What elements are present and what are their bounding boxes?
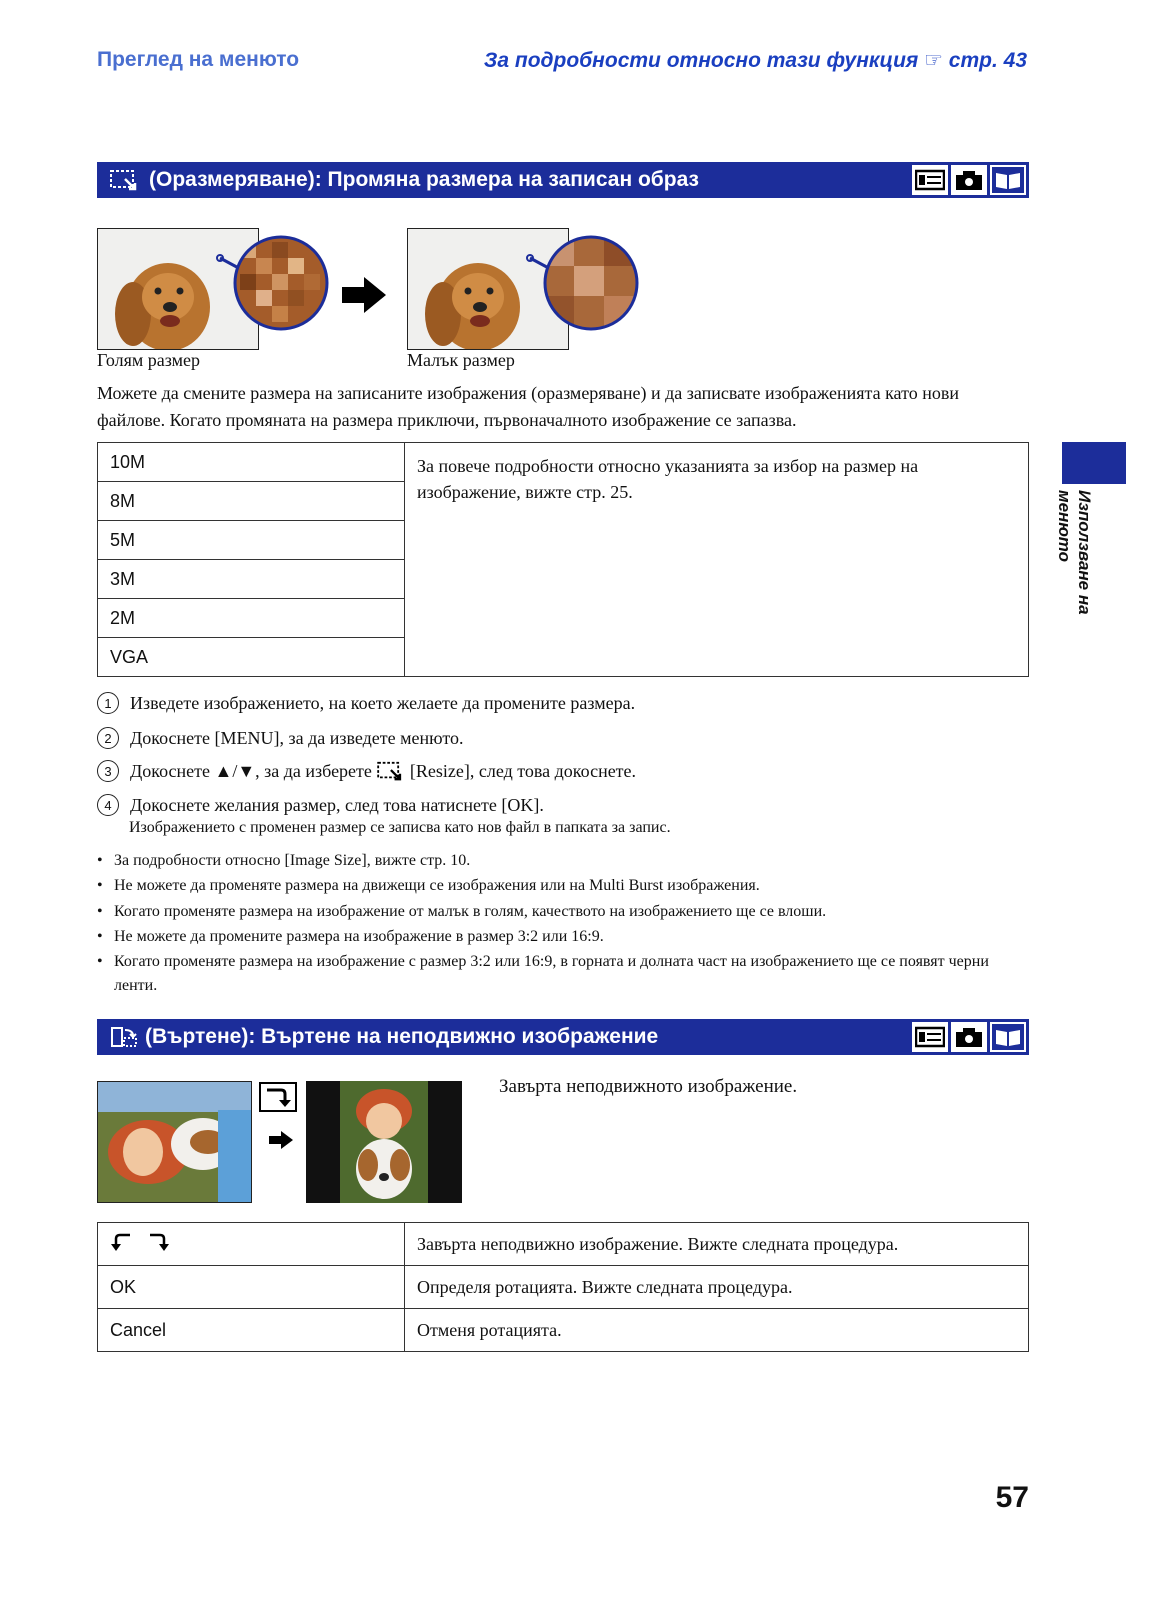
option-vga[interactable]: VGA: [98, 638, 405, 677]
page-number: 57: [995, 1481, 1029, 1514]
option-rotate-arrows[interactable]: [98, 1223, 405, 1266]
rotate-section-bar: [97, 1019, 1029, 1055]
rotate-clockwise-icon: [261, 1084, 295, 1110]
option-8m[interactable]: 8M: [98, 482, 405, 521]
step-text-suffix: [Resize], след това докоснете.: [409, 760, 637, 781]
options-description: За повече подробности относно указанията за избор на размер на изображение, вижте стр. 25.: [405, 443, 1029, 677]
step-text: Докоснете желания размер, след това натиснете [OK].: [130, 794, 544, 815]
header-section-title: Преглед на менюто: [97, 48, 300, 71]
step-number: 4: [97, 794, 119, 816]
resize-icon: [376, 761, 404, 781]
small-zoom-circle: [520, 232, 642, 334]
resize-section-bar: [97, 162, 1029, 198]
sideways-photo: [97, 1081, 252, 1203]
resize-section-title: (Оразмеряване): Промяна размера на записан образ: [149, 168, 699, 191]
step-number: 2: [97, 727, 119, 749]
caption-small-size: Малък размер: [407, 350, 515, 370]
resize-icon: [109, 169, 139, 191]
option-cancel[interactable]: Cancel: [98, 1309, 405, 1352]
step-4: [97, 794, 544, 816]
step-text: Докоснете [MENU], за да изведете менюто.: [130, 727, 464, 748]
bullet-item: • За подробности относно [Image Size], вижте стр. 10.: [97, 852, 471, 869]
side-tab-label: Използване на менюто: [1055, 490, 1094, 615]
option-2m[interactable]: 2M: [98, 599, 405, 638]
step-3: [97, 760, 636, 782]
step-number: 3: [97, 760, 119, 782]
camera-mode-icon: [951, 165, 987, 195]
arrow-right-icon: [340, 275, 388, 315]
rotate-section-title: (Въртене): Въртене на неподвижно изображение: [145, 1025, 659, 1048]
bullet-item: • Не можете да променяте размера на движещи се изображения или на Multi Burst изображения.: [97, 877, 760, 894]
option-3m[interactable]: 3M: [98, 560, 405, 599]
step-2: [97, 727, 464, 749]
easy-mode-icon: [912, 1022, 948, 1052]
rotate-arrows-icon: [110, 1229, 174, 1255]
rotate-options-table: [97, 1222, 1029, 1352]
rotate-clockwise-button[interactable]: [259, 1082, 297, 1112]
arrow-right-icon: [268, 1130, 294, 1150]
step-note: Изображението с променен размер се записва като нов файл в папката за запис.: [129, 819, 671, 836]
playback-book-icon: [990, 1022, 1026, 1052]
camera-mode-icon: [951, 1022, 987, 1052]
rotate-description: Завърта неподвижното изображение.: [499, 1076, 798, 1097]
option-cancel-desc: Отменя ротацията.: [405, 1309, 1029, 1352]
header-reference: За подробности относно тази функция ☞ стр. 43: [483, 49, 1027, 72]
resize-description: Можете да смените размера на записаните изображения (оразмеряване) и да записвате изображенията като нови файлове. Когато промяната на размера приключи, първоначалното изображение се запазва.: [97, 383, 959, 430]
resize-options-table: [97, 442, 1029, 677]
option-5m[interactable]: 5M: [98, 521, 405, 560]
rotate-icon: [109, 1026, 139, 1048]
easy-mode-icon: [912, 165, 948, 195]
step-text: Докоснете ▲/▼, за да изберете: [130, 760, 372, 781]
bullet-item: • Когато променяте размера на изображение с размер 3:2 или 16:9, в горната и долната част на изображението ще се появят черни ленти.: [97, 953, 989, 994]
bullet-item: • Не можете да промените размера на изображение в размер 3:2 или 16:9.: [97, 928, 604, 945]
option-rotate-desc: Завърта неподвижно изображение. Вижте следната процедура.: [405, 1223, 1029, 1266]
playback-book-icon: [990, 165, 1026, 195]
rotated-photo: [306, 1081, 462, 1203]
step-1: [97, 692, 635, 714]
option-10m[interactable]: 10M: [98, 443, 405, 482]
caption-large-size: Голям размер: [97, 350, 200, 370]
step-number: 1: [97, 692, 119, 714]
option-ok[interactable]: OK: [98, 1266, 405, 1309]
step-text: Изведете изображението, на което желаете да промените размера.: [130, 692, 636, 713]
bullet-item: • Когато променяте размера на изображение от малък в голям, качеството на изображението ще се влоши.: [97, 903, 827, 920]
option-ok-desc: Определя ротацията. Вижте следната процедура.: [405, 1266, 1029, 1309]
side-tab-marker: [1062, 442, 1126, 484]
large-zoom-circle: [210, 232, 332, 334]
